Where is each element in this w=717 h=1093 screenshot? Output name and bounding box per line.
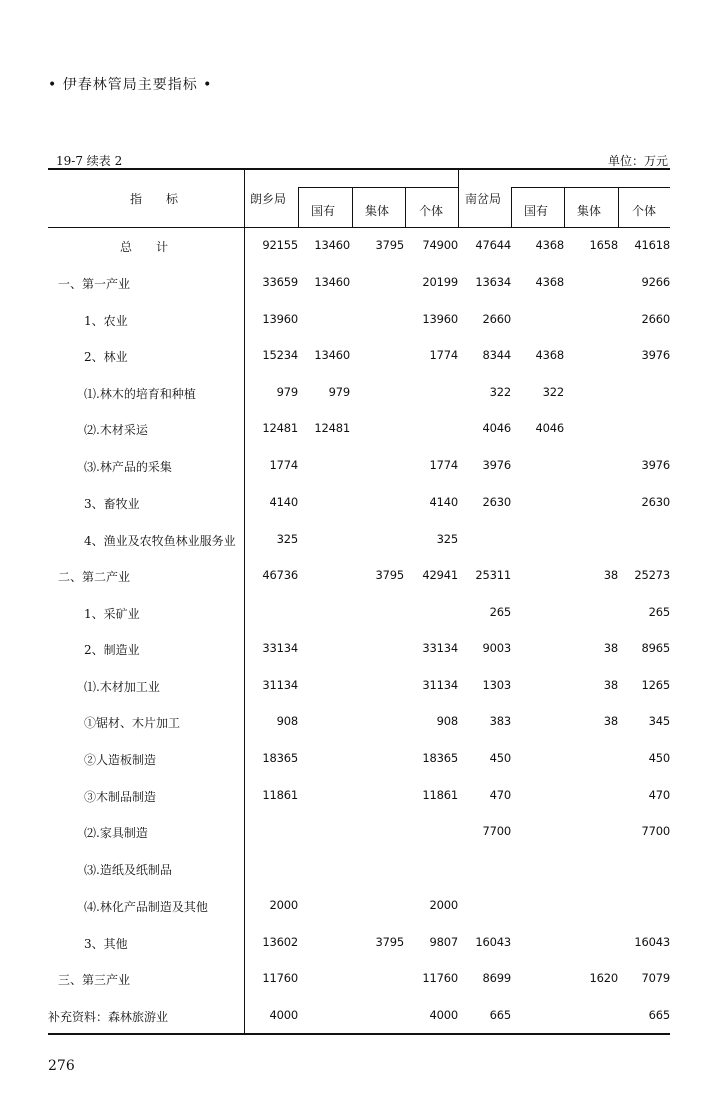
- header-bottom-rule: [48, 227, 670, 228]
- cell-nancha-collective: 38: [603, 568, 618, 582]
- cell-langxiang-total: 46736: [262, 568, 298, 582]
- header-g2-collective: 集体: [577, 204, 602, 218]
- cell-langxiang-individual: 1774: [429, 348, 458, 362]
- cell-langxiang-state: 12481: [314, 421, 350, 435]
- table-top-rule: [48, 168, 670, 170]
- cell-langxiang-individual: 11861: [422, 788, 458, 802]
- row-label: ⑴.木材加工业: [84, 680, 160, 694]
- cell-nancha-individual: 2660: [641, 312, 670, 326]
- cell-langxiang-state: 979: [328, 385, 350, 399]
- cell-langxiang-collective: 3795: [375, 935, 404, 949]
- table-row: [48, 495, 670, 515]
- cell-nancha-individual: 1265: [641, 678, 670, 692]
- header-g2-state: 国有: [524, 204, 549, 218]
- cell-langxiang-individual: 2000: [429, 898, 458, 912]
- header-group-nancha: 南岔局: [465, 192, 502, 206]
- row-label: ⑶.造纸及纸制品: [84, 863, 172, 877]
- table-row: [48, 824, 670, 844]
- cell-langxiang-total: 12481: [262, 421, 298, 435]
- cell-nancha-state: 4046: [535, 421, 564, 435]
- cell-langxiang-individual: 74900: [422, 238, 458, 252]
- cell-langxiang-individual: 325: [436, 532, 458, 546]
- g1-sub-rule-2: [352, 187, 353, 228]
- cell-langxiang-individual: 31134: [422, 678, 458, 692]
- cell-nancha-total: 47644: [475, 238, 511, 252]
- g2-sub-header-rule: [511, 187, 670, 188]
- header-g1-collective: 集体: [365, 204, 390, 218]
- g2-sub-rule-3: [618, 187, 619, 228]
- table-id: 19-7 续表 2: [56, 154, 123, 168]
- cell-nancha-total: 7700: [482, 824, 511, 838]
- cell-nancha-individual: 2630: [641, 495, 670, 509]
- header-group-langxiang: 朗乡局: [250, 192, 287, 206]
- cell-nancha-collective: 38: [603, 641, 618, 655]
- table-row: [48, 568, 670, 588]
- cell-nancha-total: 450: [489, 751, 511, 765]
- cell-nancha-individual: 9266: [641, 275, 670, 289]
- row-label: 二、第二产业: [58, 570, 131, 584]
- cell-nancha-individual: 3976: [641, 348, 670, 362]
- cell-langxiang-total: 908: [276, 714, 298, 728]
- table-bottom-rule: [48, 1033, 670, 1035]
- cell-nancha-collective: 1620: [589, 971, 618, 985]
- table-row: [48, 532, 670, 552]
- cell-nancha-state: 4368: [535, 348, 564, 362]
- cell-langxiang-state: 13460: [314, 275, 350, 289]
- table-row: [48, 312, 670, 332]
- page-header-title: • 伊春林管局主要指标 •: [48, 77, 213, 93]
- cell-langxiang-collective: 3795: [375, 238, 404, 252]
- cell-langxiang-total: 4140: [269, 495, 298, 509]
- cell-nancha-total: 665: [489, 1008, 511, 1022]
- table-row-total: [48, 238, 670, 258]
- table-row: [48, 971, 670, 991]
- cell-nancha-state: 322: [542, 385, 564, 399]
- cell-nancha-individual: 3976: [641, 458, 670, 472]
- page-number: 276: [48, 1058, 75, 1074]
- group-divider-rule: [458, 168, 459, 228]
- cell-langxiang-individual: 42941: [422, 568, 458, 582]
- cell-langxiang-state: 13460: [314, 238, 350, 252]
- row-label: 3、其他: [84, 937, 128, 951]
- cell-nancha-total: 322: [489, 385, 511, 399]
- cell-nancha-individual: 7079: [641, 971, 670, 985]
- cell-nancha-state: 4368: [535, 238, 564, 252]
- cell-langxiang-individual: 11760: [422, 971, 458, 985]
- row-label: ⑵.木材采运: [84, 423, 148, 437]
- unit-label: 单位：万元: [608, 154, 669, 168]
- table-row: [48, 421, 670, 441]
- cell-langxiang-individual: 33134: [422, 641, 458, 655]
- cell-nancha-collective: 38: [603, 678, 618, 692]
- cell-nancha-individual: 450: [648, 751, 670, 765]
- row-label: ⑴.林木的培育和种植: [84, 387, 196, 401]
- cell-langxiang-total: 13602: [262, 935, 298, 949]
- cell-nancha-total: 8699: [482, 971, 511, 985]
- cell-nancha-total: 9003: [482, 641, 511, 655]
- cell-nancha-total: 4046: [482, 421, 511, 435]
- g1-sub-header-rule: [298, 187, 458, 188]
- row-label: 一、第一产业: [58, 277, 131, 291]
- table-row: [48, 678, 670, 698]
- row-label: 1、采矿业: [84, 607, 140, 621]
- cell-langxiang-total: 2000: [269, 898, 298, 912]
- cell-langxiang-total: 18365: [262, 751, 298, 765]
- cell-nancha-total: 3976: [482, 458, 511, 472]
- table-row: [48, 348, 670, 368]
- table-row: [48, 788, 670, 808]
- row-label: 3、畜牧业: [84, 497, 140, 511]
- cell-nancha-individual: 665: [648, 1008, 670, 1022]
- row-label: ⑵.家具制造: [84, 826, 148, 840]
- cell-nancha-individual: 25273: [634, 568, 670, 582]
- row-label: ⑶.林产品的采集: [84, 460, 172, 474]
- cell-langxiang-individual: 908: [436, 714, 458, 728]
- row-label: 2、制造业: [84, 643, 140, 657]
- table-row: [48, 458, 670, 478]
- table-row: [48, 714, 670, 734]
- cell-nancha-total: 2660: [482, 312, 511, 326]
- cell-langxiang-total: 33659: [262, 275, 298, 289]
- cell-nancha-collective: 38: [603, 714, 618, 728]
- header-g1-individual: 个体: [419, 204, 444, 218]
- g2-sub-rule-2: [564, 187, 565, 228]
- cell-nancha-individual: 470: [648, 788, 670, 802]
- cell-langxiang-individual: 9807: [429, 935, 458, 949]
- table-row: [48, 605, 670, 625]
- table-row: [48, 641, 670, 661]
- row-label: 总 计: [120, 240, 169, 254]
- table-row: [48, 385, 670, 405]
- g1-sub-rule-3: [405, 187, 406, 228]
- cell-nancha-total: 470: [489, 788, 511, 802]
- header-indicator: 指 标: [130, 192, 179, 206]
- cell-langxiang-individual: 4140: [429, 495, 458, 509]
- row-label: ②人造板制造: [84, 753, 157, 767]
- table-row: [48, 861, 670, 881]
- cell-nancha-total: 25311: [475, 568, 511, 582]
- cell-langxiang-individual: 18365: [422, 751, 458, 765]
- header-g2-individual: 个体: [632, 204, 657, 218]
- cell-langxiang-total: 979: [276, 385, 298, 399]
- table-row: [48, 935, 670, 955]
- cell-nancha-total: 2630: [482, 495, 511, 509]
- cell-nancha-total: 1303: [482, 678, 511, 692]
- cell-nancha-total: 8344: [482, 348, 511, 362]
- cell-langxiang-collective: 3795: [375, 568, 404, 582]
- row-label: 4、渔业及农牧鱼林业服务业: [84, 534, 236, 548]
- row-label: 2、林业: [84, 350, 128, 364]
- cell-nancha-individual: 345: [648, 714, 670, 728]
- cell-nancha-total: 13634: [475, 275, 511, 289]
- row-label: ③木制品制造: [84, 790, 157, 804]
- cell-langxiang-total: 33134: [262, 641, 298, 655]
- cell-nancha-total: 16043: [475, 935, 511, 949]
- cell-nancha-individual: 16043: [634, 935, 670, 949]
- table-row: [48, 275, 670, 295]
- cell-langxiang-total: 15234: [262, 348, 298, 362]
- cell-langxiang-total: 11760: [262, 971, 298, 985]
- cell-langxiang-total: 11861: [262, 788, 298, 802]
- cell-langxiang-total: 31134: [262, 678, 298, 692]
- row-label: ⑷.林化产品制造及其他: [84, 900, 208, 914]
- cell-nancha-individual: 8965: [641, 641, 670, 655]
- cell-langxiang-individual: 1774: [429, 458, 458, 472]
- row-label: 三、第三产业: [58, 973, 131, 987]
- cell-nancha-individual: 265: [648, 605, 670, 619]
- row-label: 1、农业: [84, 314, 128, 328]
- cell-langxiang-individual: 13960: [422, 312, 458, 326]
- cell-langxiang-total: 13960: [262, 312, 298, 326]
- table-row: [48, 898, 670, 918]
- table-row: [48, 751, 670, 771]
- g2-sub-rule-1: [511, 187, 512, 228]
- cell-langxiang-total: 4000: [269, 1008, 298, 1022]
- g1-sub-rule-1: [298, 187, 299, 228]
- cell-nancha-individual: 7700: [641, 824, 670, 838]
- cell-nancha-total: 265: [489, 605, 511, 619]
- row-label: ①锯材、木片加工: [84, 716, 181, 730]
- cell-nancha-total: 383: [489, 714, 511, 728]
- cell-nancha-collective: 1658: [589, 238, 618, 252]
- header-g1-state: 国有: [311, 204, 336, 218]
- cell-langxiang-state: 13460: [314, 348, 350, 362]
- cell-nancha-individual: 41618: [634, 238, 670, 252]
- row-label: 补充资料：森林旅游业: [48, 1010, 169, 1024]
- cell-langxiang-total: 325: [276, 532, 298, 546]
- cell-nancha-state: 4368: [535, 275, 564, 289]
- cell-langxiang-total: 92155: [262, 238, 298, 252]
- table-row: [48, 1008, 670, 1028]
- cell-langxiang-individual: 20199: [422, 275, 458, 289]
- cell-langxiang-total: 1774: [269, 458, 298, 472]
- cell-langxiang-individual: 4000: [429, 1008, 458, 1022]
